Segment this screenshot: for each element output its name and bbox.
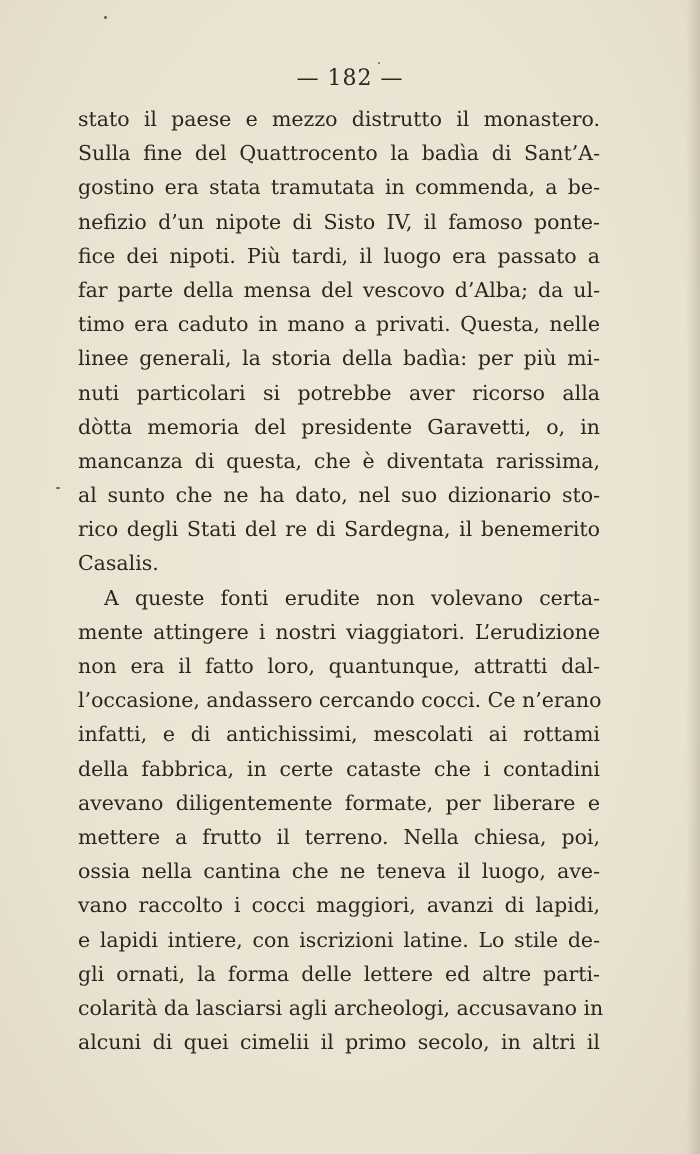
text-line: A queste fonti erudite non volevano certa-	[104, 585, 600, 610]
text-line: fice dei nipoti. Più tardi, il luogo era passato a	[78, 243, 600, 268]
text-line: nuti particolari si potrebbe aver ricorso alla	[78, 380, 600, 405]
paper-speck	[378, 62, 380, 64]
text-line: della fabbrica, in certe cataste che i contadini	[78, 756, 600, 781]
text-line: far parte della mensa del vescovo d’Alba; da ul-	[78, 277, 600, 302]
text-line: mettere a frutto il terreno. Nella chiesa, poi,	[78, 824, 600, 849]
text-line: vano raccolto i cocci maggiori, avanzi di lapidi,	[78, 893, 600, 918]
text-line: infatti, e di antichissimi, mescolati ai rottami	[78, 722, 600, 747]
text-line: nefizio d’un nipote di Sisto IV, il famoso ponte-	[78, 209, 600, 234]
text-line: Sulla fine del Quattrocento la badìa di Sant’A-	[78, 141, 600, 166]
text-line: timo era caduto in mano a privati. Questa, nelle	[78, 312, 600, 337]
text-line: colarità da lasciarsi agli archeologi, accusavano in	[78, 995, 604, 1020]
paper-speck	[56, 487, 60, 489]
text-line: mente attingere i nostri viaggiatori. L’erudizione	[78, 619, 600, 644]
text-line: rico degli Stati del re di Sardegna, il benemerito	[78, 517, 600, 542]
text-line: stato il paese e mezzo distrutto il monastero.	[78, 107, 600, 131]
text-line: mancanza di questa, che è diventata rarissima,	[78, 448, 600, 473]
text-line: avevano diligentemente formate, per liberare e	[78, 790, 600, 815]
text-line: dòtta memoria del presidente Garavetti, o, in	[78, 414, 600, 439]
text-line: ossia nella cantina che ne teneva il luogo, ave-	[78, 859, 600, 884]
page-number: — 182 —	[296, 66, 404, 91]
text-line: e lapidi intiere, con iscrizioni latine. Lo stile de-	[78, 927, 600, 952]
text-line: Casalis.	[78, 551, 159, 576]
text-line: non era il fatto loro, quantunque, attratti dal-	[78, 654, 600, 678]
paper-speck	[104, 16, 107, 19]
text-line: alcuni di quei cimelii il primo secolo, in altri il	[78, 1030, 600, 1055]
body-text	[78, 102, 604, 1059]
text-line: l’occasione, andassero cercando cocci. Ce n’erano	[78, 688, 602, 713]
text-line: linee generali, la storia della badìa: per più mi-	[78, 346, 600, 371]
text-line: gli ornati, la forma delle lettere ed altre parti-	[78, 961, 600, 986]
text-line: gostino era stata tramutata in commenda, a be-	[78, 175, 600, 200]
page-edge-shadow	[686, 0, 700, 1154]
text-line: al sunto che ne ha dato, nel suo dizionario sto-	[78, 483, 600, 508]
